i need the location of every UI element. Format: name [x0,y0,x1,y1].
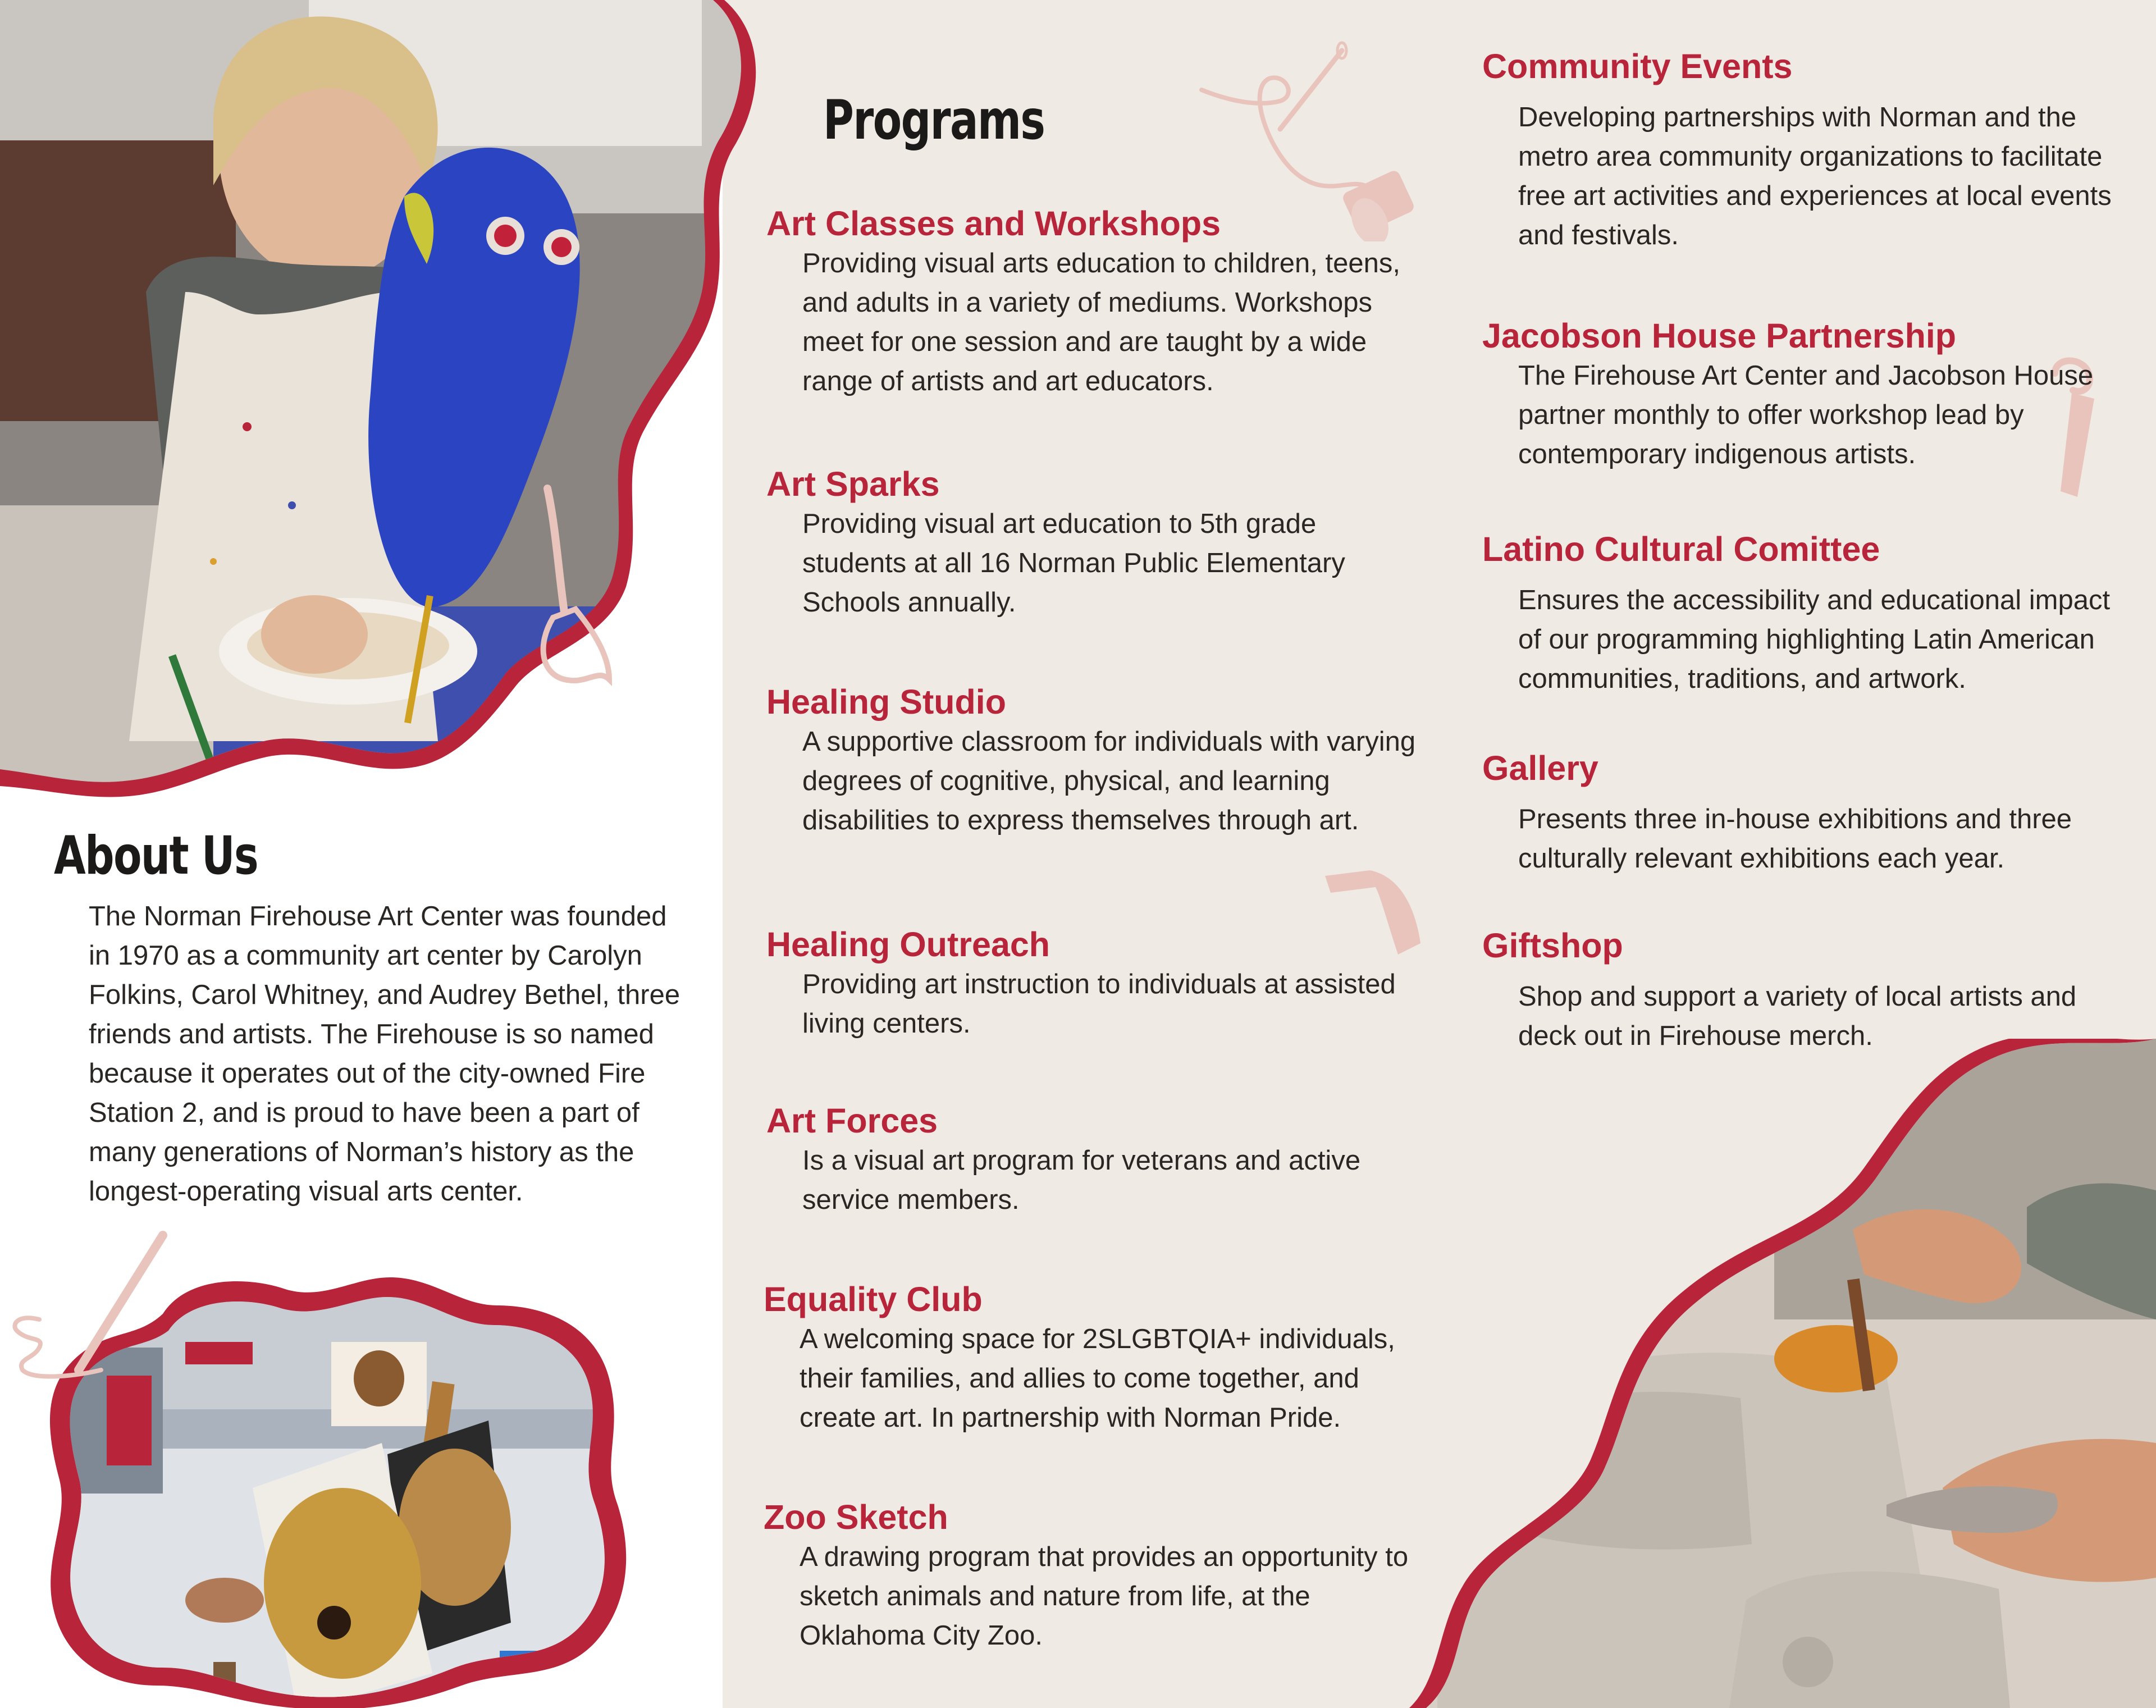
program-healing-outreach [766,924,1418,1043]
program-description: A supportive classroom for individuals with varying degrees of cognitive, physical, and learning disabilities to express themselves through art. [802,727,1416,835]
program-description: Is a visual art program for veterans and active service members. [802,1145,1361,1215]
program-zoo-sketch [764,1497,1415,1655]
program-description: Developing partnerships with Norman and the metro area community organizations to facilitate free art activities and experiences at local events and festivals. [1518,102,2112,250]
program-jacobson-house [1482,316,2134,474]
photo-child-artwork-graphic [0,0,797,797]
about-text: The Norman Firehouse Art Center was founded in 1970 as a community art center by Carolyn Folkins, Carol Whitney, and Audrey Bethel, three friends and artists. The Firehouse is so named because it operates out of the city-owned Fire Station 2, and is proud to have been a part of many generations of Norman’s history as the longest-operating visual arts center. [89,901,680,1207]
program-community-events [1482,46,2134,255]
program-title: Healing Studio [766,683,1006,721]
photo-child-artwork [0,0,797,797]
program-description: Providing visual art education to 5th grade students at all 16 Norman Public Elementary Schools annually. [802,509,1345,618]
program-title: Healing Outreach [766,925,1050,963]
program-description: A drawing program that provides an opportunity to sketch animals and nature from life, at the Oklahoma City Zoo. [800,1542,1409,1651]
program-title: Art Forces [766,1102,938,1140]
program-equality-club [764,1279,1415,1437]
program-description: Presents three in-house exhibitions and three culturally relevant exhibitions each year. [1518,804,2072,874]
program-gallery [1482,748,2134,878]
program-latino-cultural [1482,529,2134,698]
program-title: Zoo Sketch [764,1498,948,1536]
program-title: Community Events [1482,47,1793,85]
program-healing-studio [766,682,1418,840]
program-title: Latino Cultural Comittee [1482,530,1880,568]
program-title: Art Sparks [766,465,940,503]
program-description: A welcoming space for 2SLGBTQIA+ individuals, their families, and allies to come together, and create art. In partnership with Norman Pride. [800,1324,1395,1433]
program-title: Equality Club [764,1280,983,1318]
program-title: Giftshop [1482,926,1623,965]
program-title: Art Classes and Workshops [766,204,1221,243]
program-description: Ensures the accessibility and educational impact of our programming highlighting Latin American communities, traditions, and artwork. [1518,585,2111,694]
programs-heading: Programs [823,89,1045,152]
program-description: The Firehouse Art Center and Jacobson House partner monthly to offer workshop lead by contemporary indigenous artists. [1518,360,2094,469]
program-art-sparks [766,464,1418,622]
program-description: Shop and support a variety of local artists and deck out in Firehouse merch. [1518,981,2077,1051]
paintbrush-doodle [525,483,626,691]
program-description: Providing visual arts education to children, teens, and adults in a variety of mediums. Workshops meet for one session and are taught by a wide range of artists and art educators. [802,248,1400,396]
about-heading: About Us [54,825,258,887]
program-title: Gallery [1482,749,1598,787]
program-title: Jacobson House Partnership [1482,317,1957,355]
pencil-doodle [6,1230,174,1398]
program-description: Providing art instruction to individuals at assisted living centers. [802,969,1396,1039]
program-giftshop [1482,925,2134,1056]
program-art-forces [766,1100,1418,1220]
program-art-classes [766,203,1418,401]
